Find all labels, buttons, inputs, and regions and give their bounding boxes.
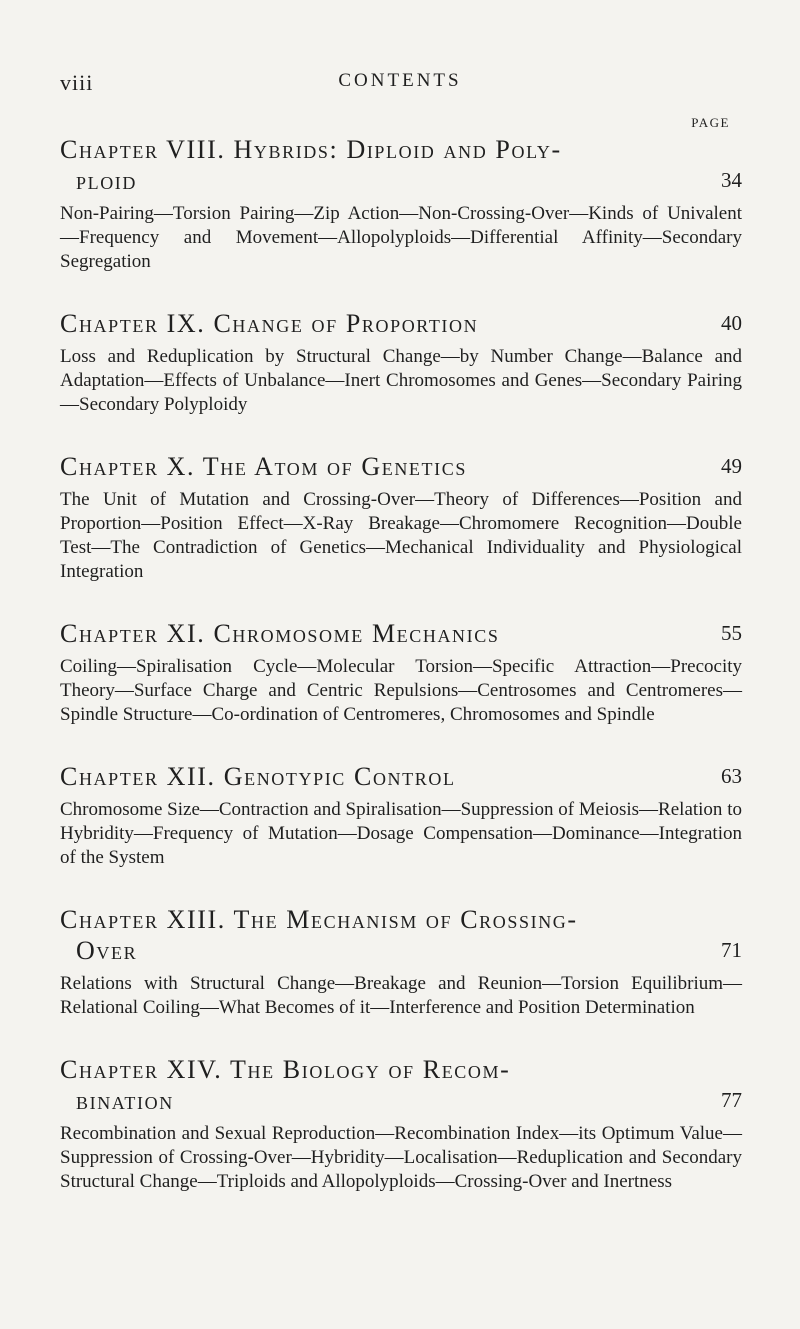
chapter-title-continuation: Over: [76, 936, 138, 965]
chapter-description: Chromosome Size—Contraction and Spiralisation—Suppression of Meiosis—Relation to Hybridity—Frequency of Mutation—Dosage Compensation—Dominance—Integration of the System: [60, 799, 742, 868]
chapter-page-number: 71: [721, 938, 742, 962]
page-header: [60, 70, 740, 110]
chapter-description: Relations with Structural Change—Breakage and Reunion—Torsion Equilibrium—Relational Coiling—What Becomes of it—Interference and Position Determination: [60, 973, 742, 1018]
chapter-title: Chapter XII. Genotypic Control 63: [60, 762, 742, 791]
chapter-title: Chapter VIII. Hybrids: Diploid and Poly- ploid 34: [60, 135, 742, 195]
chapter-page-number: 63: [721, 764, 742, 788]
chapter-entry-x: [60, 451, 742, 584]
chapter-description: Loss and Reduplication by Structural Change—by Number Change—Balance and Adaptation—Effects of Unbalance—Inert Chromosomes and Genes—Secondary Pairing—Secondary Polyploidy: [60, 346, 742, 415]
chapter-description: Non-Pairing—Torsion Pairing—Zip Action—Non-Crossing-Over—Kinds of Univalent—Frequency and Movement—Allopolyploids—Differential Affinity—Secondary Segregation: [60, 203, 742, 272]
chapter-title: Chapter XIV. The Biology of Recom- bination 77: [60, 1055, 742, 1115]
chapter-page-number: 49: [721, 454, 742, 478]
page-folio: viii: [60, 70, 94, 95]
chapter-description: The Unit of Mutation and Crossing-Over—Theory of Differences—Position and Proportion—Position Effect—X-Ray Breakage—Chromomere Recognition—Double Test—The Contradiction of Genetics—Mechanical Individuality and Physiological Integration: [60, 489, 742, 582]
chapter-title: Chapter XI. Chromosome Mechanics 55: [60, 619, 742, 648]
page-column-label: PAGE: [691, 115, 730, 130]
running-title: CONTENTS: [338, 70, 462, 91]
chapter-title-continuation: ploid: [76, 166, 137, 195]
chapter-entry-xiii: [60, 904, 742, 1020]
chapter-title: Chapter X. The Atom of Genetics 49: [60, 452, 742, 481]
chapter-entry-viii: [60, 134, 742, 274]
chapter-entry-ix: [60, 308, 742, 417]
chapter-description: Recombination and Sexual Reproduction—Recombination Index—its Optimum Value—Suppression of Crossing-Over—Hybridity—Localisation—Reduplication and Secondary Structural Change—Triploids and Allopolyploids—Crossing-Over and Inertness: [60, 1123, 742, 1192]
chapter-page-number: 40: [721, 311, 742, 335]
chapter-page-number: 55: [721, 621, 742, 645]
chapter-description: Coiling—Spiralisation Cycle—Molecular Torsion—Specific Attraction—Precocity Theory—Surface Charge and Centric Repulsions—Centrosomes and Centromeres—Spindle Structure—Co-ordination of Centromeres, Chromosomes and Spindle: [60, 656, 742, 725]
chapter-title-continuation: bination: [76, 1086, 174, 1115]
chapter-entry-xii: [60, 761, 742, 870]
chapter-title: Chapter IX. Change of Proportion 40: [60, 309, 742, 338]
contents-list: [60, 134, 742, 1228]
chapter-entry-xi: [60, 618, 742, 727]
chapter-title: Chapter XIII. The Mechanism of Crossing- Over 71: [60, 905, 742, 965]
chapter-page-number: 77: [721, 1088, 742, 1112]
chapter-entry-xiv: [60, 1054, 742, 1194]
chapter-page-number: 34: [721, 168, 742, 192]
